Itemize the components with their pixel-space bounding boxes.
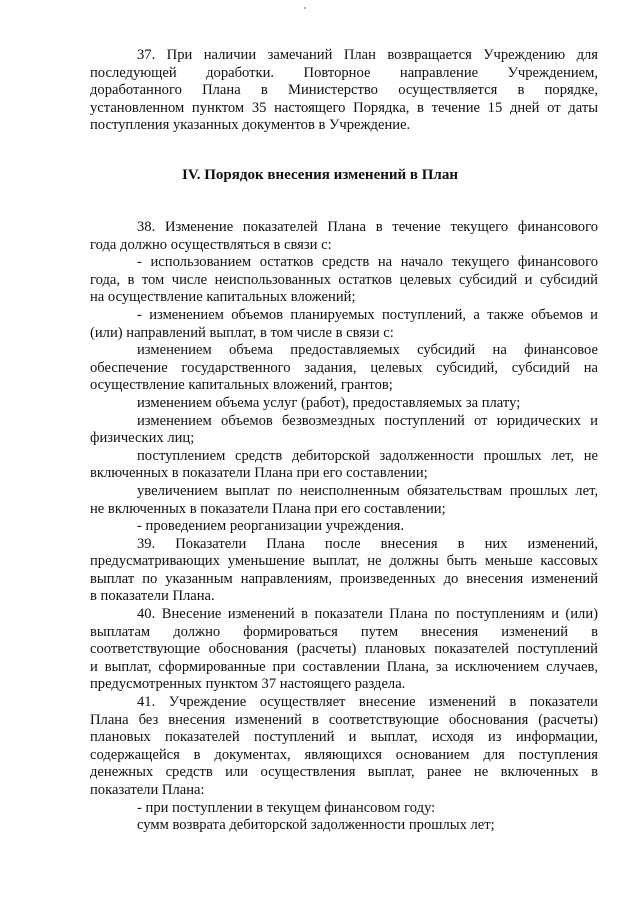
text-line: - проведением реорганизации учреждения. — [137, 518, 405, 535]
text-line: - изменением объемов планируемых поступлений, а также объемов и — [137, 306, 598, 323]
text-line: сумм возврата дебиторской задолженности прошлых лет; — [137, 817, 495, 834]
text-line: 39. Показатели Плана после внесения в них изменений, — [137, 535, 598, 552]
section-heading: IV. Порядок внесения изменений в План — [182, 167, 458, 183]
paragraph-37 — [90, 47, 598, 135]
text-line: в показатели Плана. — [90, 588, 215, 605]
text-line: изменением объемов безвозмездных поступлений от юридических и — [137, 412, 598, 429]
text-line: на осуществление капитальных вложений; — [90, 289, 356, 306]
text-line: физических лиц; — [90, 430, 195, 447]
text-line: - при поступлении в текущем финансовом году: — [137, 799, 436, 816]
text-line: поступления указанных документов в Учреждение. — [90, 117, 411, 134]
text-line: изменением объема предоставляемых субсидий на финансовое — [137, 342, 598, 359]
text-line: соответствующие обоснования (расчеты) плановых показателей поступлений — [90, 641, 598, 658]
text-line: изменением объема услуг (работ), предоставляемых за плату; — [137, 394, 521, 411]
text-line: поступлением средств дебиторской задолженности прошлых лет, не — [137, 447, 598, 464]
text-line: показатели Плана: — [90, 782, 205, 798]
text-line: включенных в показатели Плана при его составлении; — [90, 465, 428, 482]
section-body — [90, 219, 598, 835]
text-line: увеличением выплат по неисполненным обязательствам прошлых лет, — [137, 482, 598, 499]
text-line: доработанного Плана в Министерство осуществляется в порядке, — [90, 82, 598, 99]
text-line: выплат по указанным направлениям, произведенных до внесения изменений — [90, 570, 598, 587]
text-line: 37. При наличии замечаний План возвращается Учреждению для — [137, 47, 598, 63]
text-line: - использованием остатков средств на начало текущего финансового — [137, 254, 598, 271]
text-line: установленном пунктом 35 настоящего Порядка, в течение 15 дней от даты — [90, 99, 598, 116]
text-line: 41. Учреждение осуществляет внесение изменений в показатели — [137, 694, 598, 711]
text-line: (или) направлений выплат, в том числе в связи с: — [90, 324, 394, 341]
text-line: года, в том числе неиспользованных остатков целевых субсидий и субсидий — [90, 271, 598, 288]
text-line: и выплат, сформированные при составлении Плана, за исключением случаев, — [90, 658, 598, 675]
text-line: предусмотренных пунктом 37 настоящего раздела. — [90, 676, 406, 693]
text-line: плановых показателей поступлений и выплат, исходя из информации, — [90, 729, 598, 746]
page-marker-dot — [304, 7, 306, 9]
text-line: не включенных в показатели Плана при его составлении; — [90, 500, 446, 517]
text-line: предусматривающих уменьшение выплат, не должны быть меньше кассовых — [90, 553, 598, 570]
text-line: денежных средств или осуществления выплат, ранее не включенных в — [90, 764, 598, 781]
text-line: осуществление капитальных вложений, грантов; — [90, 377, 393, 394]
text-line: 40. Внесение изменений в показатели Плана по поступлениям и (или) — [137, 606, 598, 623]
text-line: Плана без внесения изменений в соответствующие обоснования (расчеты) — [90, 711, 598, 728]
text-line: обеспечение государственного задания, целевых субсидий, субсидий на — [90, 359, 598, 376]
text-line: 38. Изменение показателей Плана в течение текущего финансового — [137, 219, 598, 235]
text-line: содержащейся в документах, являющихся основанием для поступления — [90, 746, 598, 763]
text-line: выплатам должно формироваться путем внесения изменений в — [90, 623, 598, 640]
text-line: года должно осуществляться в связи с: — [90, 236, 332, 253]
text-line: последующей доработки. Повторное направление Учреждением, — [90, 64, 598, 81]
